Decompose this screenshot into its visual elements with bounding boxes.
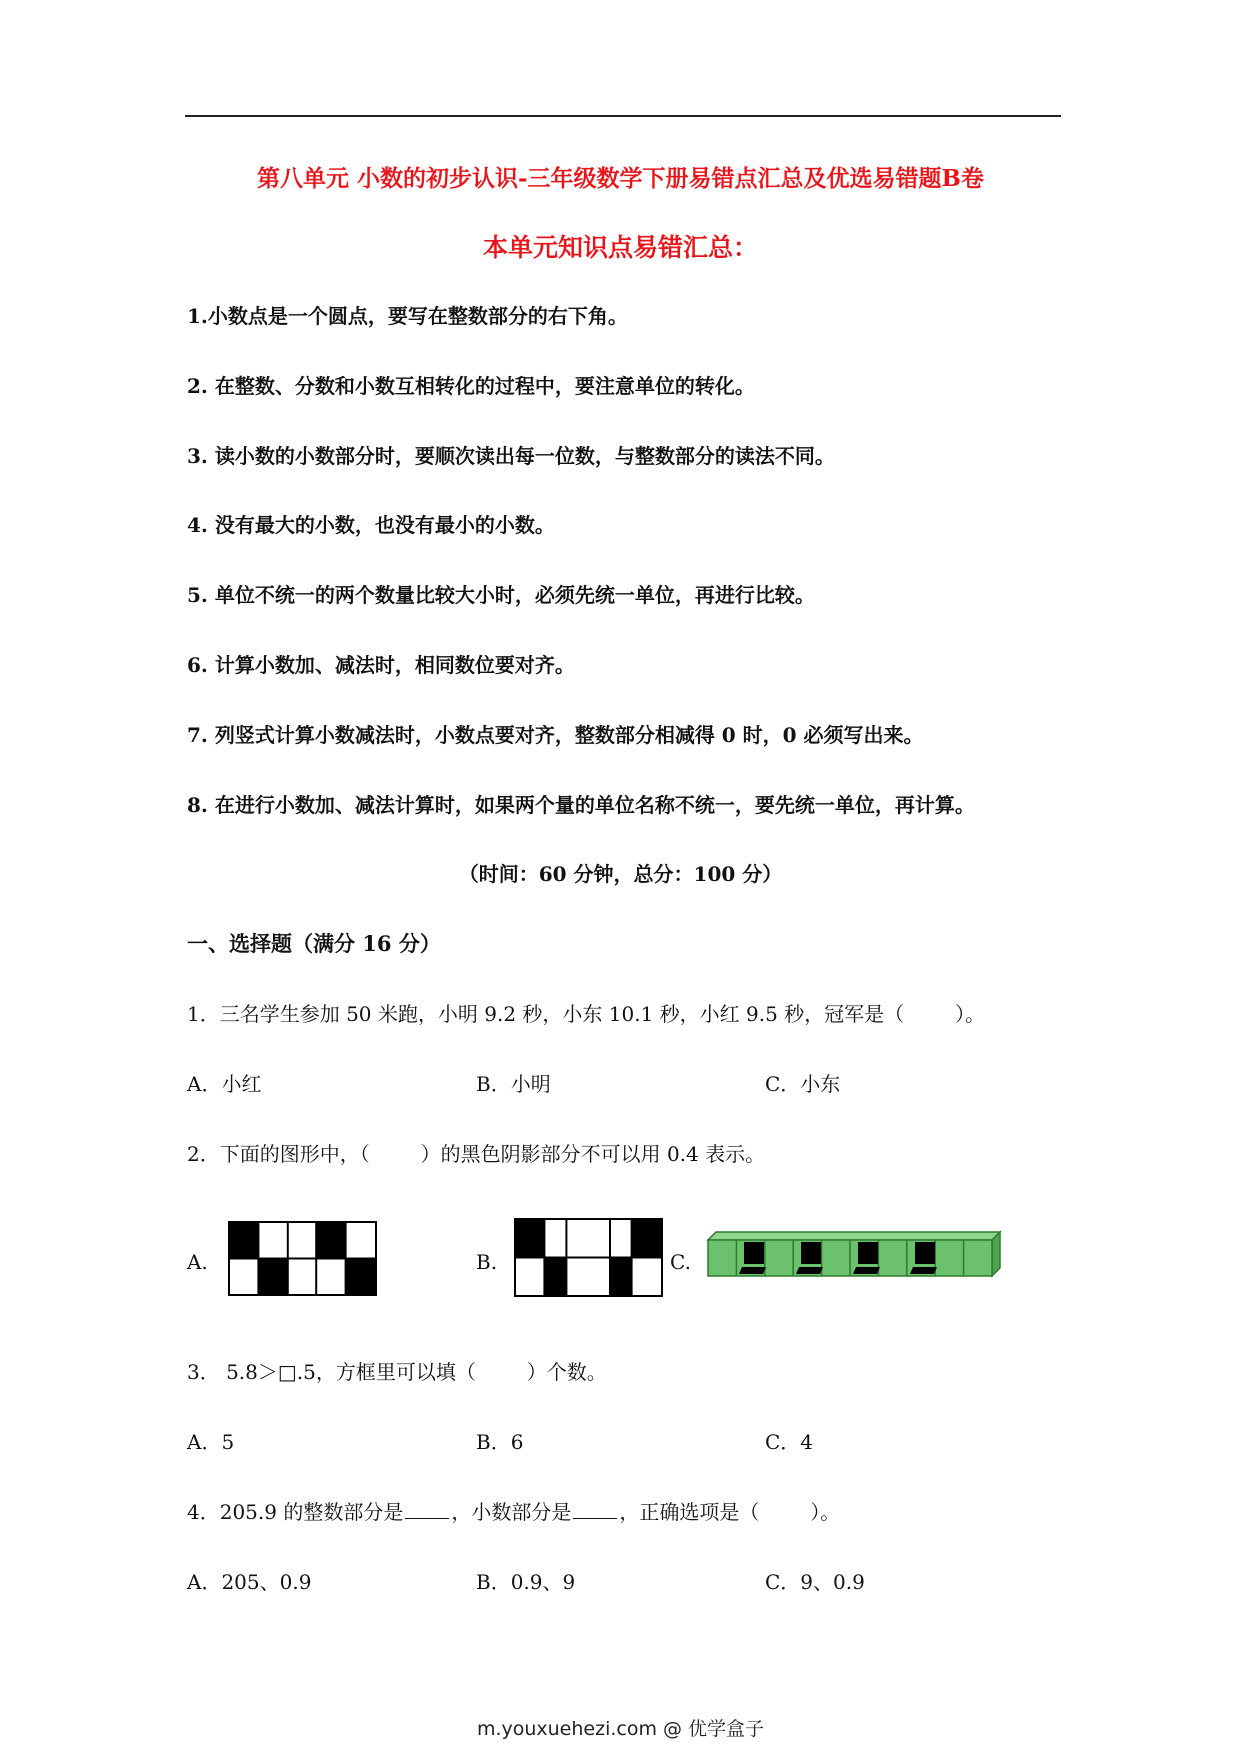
q4-blank-integer	[405, 1518, 449, 1519]
q4-blank-decimal	[573, 1518, 617, 1519]
q2-option-c-label: C.	[670, 1250, 691, 1274]
question-1: 1．三名学生参加 50 米跑，小明 9.2 秒，小东 10.1 秒，小红 9.5 秒，冠军是（ ）。	[187, 1002, 986, 1026]
question-4	[187, 1496, 840, 1525]
note-5: 5. 单位不统一的两个数量比较大小时，必须先统一单位，再进行比较。	[187, 583, 815, 607]
q4-text-part3: ，正确选项是（ ）。	[619, 1500, 841, 1524]
q2-figure-b	[514, 1218, 664, 1298]
q4-text-part1: 4．205.9 的整数部分是	[187, 1500, 404, 1524]
note-8: 8. 在进行小数加、减法计算时，如果两个量的单位名称不统一，要先统一单位，再计算。	[187, 793, 975, 817]
q1-option-a: A．小红	[187, 1072, 262, 1096]
time-info: （时间：60 分钟，总分：100 分）	[458, 862, 783, 886]
q2-figure-a	[228, 1221, 378, 1297]
q3-option-a: A．5	[187, 1430, 235, 1454]
summary-heading: 本单元知识点易错汇总：	[482, 233, 758, 262]
note-6: 6. 计算小数加、减法时，相同数位要对齐。	[187, 653, 575, 677]
q4-text-part2: ，小数部分是	[451, 1500, 572, 1524]
document-title: 第八单元 小数的初步认识-三年级数学下册易错点汇总及优选易错题B卷	[257, 165, 984, 192]
note-2: 2. 在整数、分数和小数互相转化的过程中，要注意单位的转化。	[187, 374, 755, 398]
q4-option-b: B．0.9、9	[476, 1570, 576, 1594]
note-1: 1.小数点是一个圆点，要写在整数部分的右下角。	[187, 304, 628, 328]
q1-option-c: C．小东	[765, 1072, 841, 1096]
question-2: 2．下面的图形中，（ ）的黑色阴影部分不可以用 0.4 表示。	[187, 1142, 766, 1166]
q3-option-c: C．4	[765, 1430, 814, 1454]
note-7: 7. 列竖式计算小数减法时，小数点要对齐，整数部分相减得 0 时，0 必须写出来。	[187, 723, 924, 747]
q1-option-b: B．小明	[476, 1072, 551, 1096]
q4-option-a: A．205、0.9	[187, 1570, 312, 1594]
header-rule	[185, 115, 1061, 117]
question-3: 3． 5.8＞□.5，方框里可以填（ ）个数。	[187, 1360, 607, 1384]
section-title: 一、选择题（满分 16 分）	[187, 931, 441, 956]
footer-watermark: m.youxuehezi.com @ 优学盒子	[476, 1718, 765, 1740]
note-4: 4. 没有最大的小数，也没有最小的小数。	[187, 513, 555, 537]
q2-option-a-label: A.	[187, 1250, 208, 1274]
q2-figure-c	[706, 1230, 1002, 1286]
q2-option-b-label: B.	[476, 1250, 498, 1274]
q4-option-c: C．9、0.9	[765, 1570, 865, 1594]
note-3: 3. 读小数的小数部分时，要顺次读出每一位数，与整数部分的读法不同。	[187, 444, 835, 468]
q3-option-b: B．6	[476, 1430, 524, 1454]
